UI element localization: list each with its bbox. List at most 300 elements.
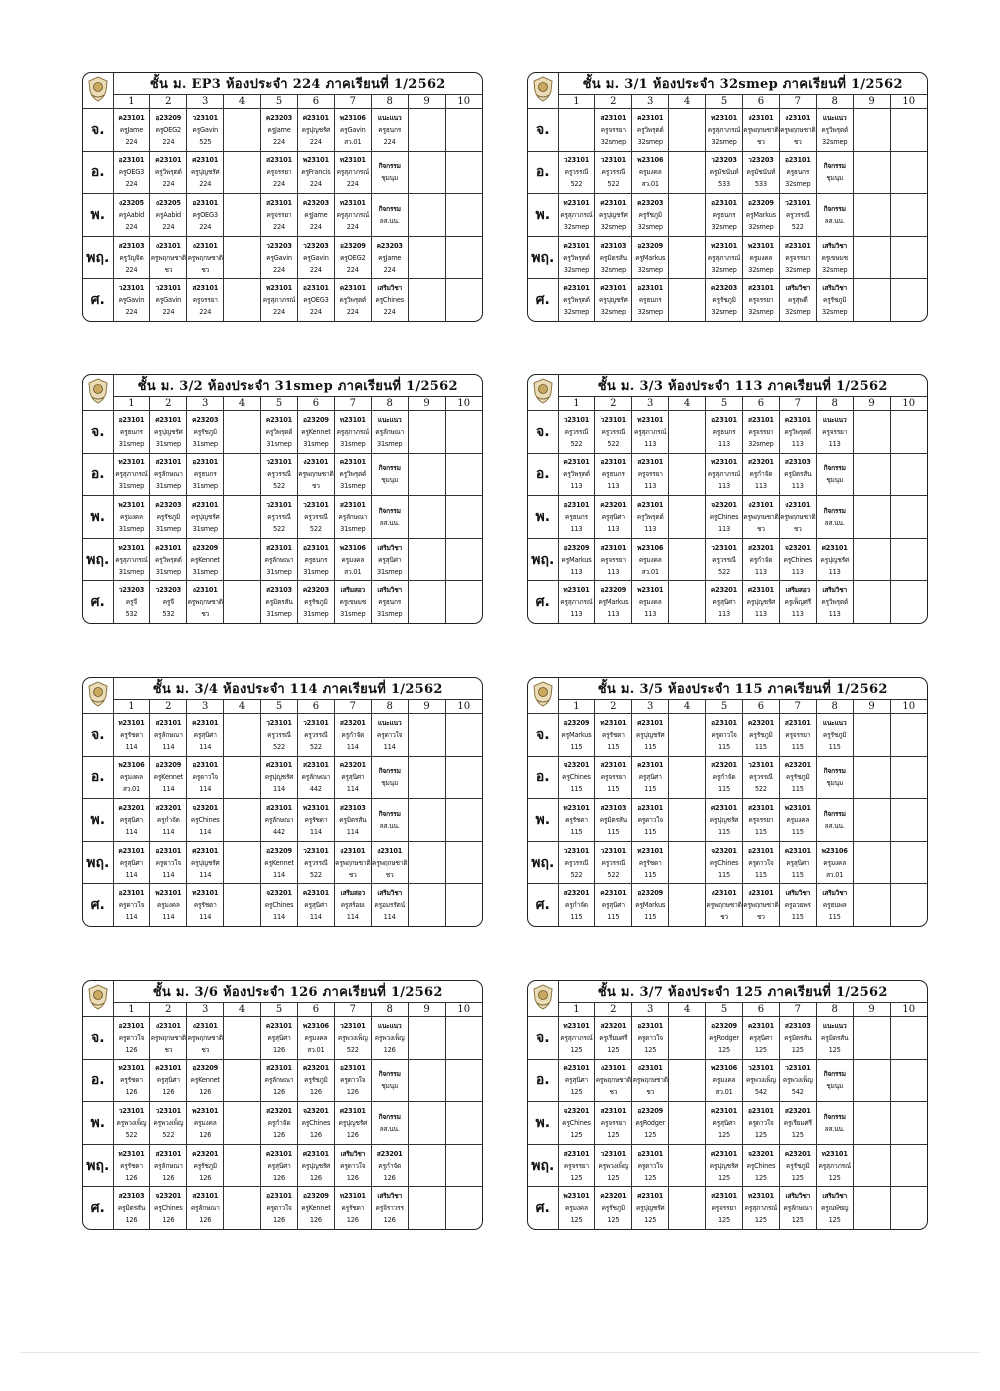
room: 126: [273, 1088, 285, 1097]
day-label: พฤ.: [83, 236, 113, 279]
class-slot: [706, 756, 743, 799]
class-slot: [779, 151, 816, 194]
class-slot: [297, 151, 334, 194]
class-slot: [595, 1059, 632, 1102]
subject-code: ค23201: [339, 761, 366, 770]
day-row: [528, 279, 927, 321]
day-row: [528, 453, 927, 496]
class-slot: [816, 453, 853, 496]
teacher-name: ครูปุญชรัศ: [820, 555, 849, 564]
class-slot: [150, 1059, 187, 1102]
period-header: 9: [408, 397, 445, 411]
subject-code: ว23101: [600, 1149, 627, 1158]
class-slot: [113, 1187, 150, 1229]
school-logo-icon: [528, 678, 558, 714]
empty-slot: [890, 279, 927, 321]
period-header: 6: [297, 397, 334, 411]
room: 224: [125, 265, 138, 274]
subject-code: ง23101: [155, 241, 181, 250]
empty-slot: [890, 411, 927, 454]
teacher-name: ครูพฤกษชาติ: [780, 125, 816, 134]
subject-code: ส23101: [600, 113, 627, 122]
teacher-name: ครูพวงเพ็ญ: [153, 1119, 184, 1128]
teacher-name: ครูวิพรุตต์: [563, 296, 590, 305]
period-header: 3: [187, 95, 224, 109]
teacher-name: ครูจรรยา: [266, 168, 292, 177]
subject-code: จ23201: [155, 1192, 182, 1201]
empty-slot: [853, 279, 890, 321]
teacher-name: ครูวิพรุตต์: [821, 598, 849, 607]
room: 31smep: [192, 525, 218, 534]
subject-code: ง23101: [340, 846, 366, 855]
teacher-name: ครูสุภาภรณ์: [336, 168, 369, 177]
empty-slot: [408, 411, 445, 454]
room: 125: [570, 1173, 583, 1182]
class-slot: [742, 884, 779, 926]
subject-code: เสริมวิชา: [377, 586, 402, 595]
empty-slot: [890, 538, 927, 581]
subject-code: แนะแนว: [822, 718, 847, 727]
day-label: จ.: [83, 1017, 113, 1060]
teacher-name: ครูKennet: [153, 773, 184, 782]
teacher-name: ครูAabid: [118, 211, 145, 220]
room: 115: [828, 742, 841, 751]
teacher-name: ครูสุนิศา: [304, 901, 328, 910]
empty-slot: [445, 581, 482, 623]
day-row: [83, 581, 482, 623]
class-slot: [371, 799, 408, 842]
class-slot: [261, 496, 298, 539]
class-timetable: [527, 374, 928, 624]
subject-code: ส23201: [711, 761, 737, 770]
class-slot: [632, 581, 669, 623]
subject-code: พ23101: [747, 241, 774, 250]
class-slot: [779, 581, 816, 623]
teacher-name: ครูKennet: [190, 1076, 220, 1085]
class-slot: [297, 279, 334, 321]
period-header: 8: [816, 700, 853, 714]
day-label: ศ.: [528, 1187, 558, 1229]
day-label: ศ.: [83, 884, 113, 926]
subject-code: จ23201: [563, 1107, 590, 1116]
day-label: ศ.: [83, 1187, 113, 1229]
teacher-name: ครูวิพรุตต์: [563, 253, 590, 262]
class-slot: [816, 1017, 853, 1060]
day-row: [83, 194, 482, 237]
day-label: อ.: [528, 756, 558, 799]
room: 224: [309, 137, 322, 146]
class-slot: [113, 799, 150, 842]
teacher-name: ครูพฤกษชาติ: [150, 253, 186, 262]
class-slot: [113, 841, 150, 884]
class-slot: [706, 884, 743, 926]
teacher-name: ครูวรรณี: [304, 513, 328, 522]
class-slot: [150, 496, 187, 539]
room: 113: [718, 439, 730, 448]
empty-slot: [224, 151, 261, 194]
subject-code: อ23101: [711, 718, 737, 727]
period-header: 5: [261, 1003, 298, 1017]
class-slot: [816, 1187, 853, 1229]
room: 522: [607, 439, 620, 448]
room: 224: [346, 223, 359, 232]
class-slot: [187, 194, 224, 237]
class-slot: [150, 714, 187, 757]
day-label: พ.: [528, 194, 558, 237]
teacher-name: ครูดาวใจ: [377, 730, 403, 739]
day-label: พฤ.: [528, 1144, 558, 1187]
subject-code: เสริมวิชา: [377, 889, 402, 898]
period-header: 5: [706, 700, 743, 714]
class-slot: [187, 538, 224, 581]
period-header: 7: [334, 95, 371, 109]
room: 31smep: [266, 610, 292, 619]
period-header: 4: [669, 700, 706, 714]
teacher-name: ครูจรรยา: [600, 555, 626, 564]
room: 532: [162, 610, 175, 619]
class-slot: [779, 236, 816, 279]
teacher-name: ครูธนพล: [822, 901, 847, 910]
empty-slot: [853, 1059, 890, 1102]
teacher-name: ครูMarkus: [635, 253, 666, 262]
teacher-name: ครูจรรยา: [822, 427, 848, 436]
subject-code: ท23101: [118, 1149, 145, 1158]
room: 31smep: [192, 482, 218, 491]
subject-code: อ23209: [637, 889, 664, 898]
class-slot: [187, 1144, 224, 1187]
class-slot: [261, 1059, 298, 1102]
room: 114: [273, 870, 285, 879]
teacher-name: ครูสุนิศา: [564, 1076, 589, 1085]
empty-slot: [445, 884, 482, 926]
empty-slot: [669, 1144, 706, 1187]
class-slot: [113, 109, 150, 152]
class-slot: [113, 279, 150, 321]
class-slot: [558, 884, 595, 926]
day-label: อ.: [528, 151, 558, 194]
teacher-name: ครูลักษณา: [153, 730, 183, 739]
subject-code: ส23103: [600, 804, 627, 813]
class-slot: [632, 841, 669, 884]
class-slot: [816, 496, 853, 539]
empty-slot: [853, 1017, 890, 1060]
room: 542: [754, 1088, 767, 1097]
subject-code: ส23103: [339, 804, 366, 813]
class-slot: [334, 1017, 371, 1060]
day-label: อ.: [83, 453, 113, 496]
room: 114: [199, 913, 212, 922]
class-slot: [706, 1017, 743, 1060]
class-timetable: [82, 677, 483, 927]
teacher-name: ครูลักษณา: [783, 1204, 813, 1213]
room: 115: [718, 828, 730, 837]
period-header: 9: [853, 95, 890, 109]
class-slot: [334, 236, 371, 279]
class-slot: [371, 756, 408, 799]
teacher-name: ครูChines: [746, 1161, 776, 1170]
class-slot: [150, 1187, 187, 1229]
teacher-name: ครูมิตรสัน: [599, 253, 627, 262]
teacher-name: ครูสุนิศา: [712, 598, 736, 607]
class-slot: [261, 151, 298, 194]
period-header: 5: [706, 397, 743, 411]
room: 32smep: [748, 223, 774, 232]
subject-code: ว23101: [748, 1064, 774, 1073]
period-header: 9: [853, 1003, 890, 1017]
empty-slot: [408, 756, 445, 799]
class-slot: [113, 714, 150, 757]
empty-slot: [669, 581, 706, 623]
teacher-name: ครูสุภาภรณ์: [115, 555, 148, 564]
room: 113: [791, 610, 804, 619]
class-slot: [742, 194, 779, 237]
teacher-name: ครูพฤกษชาติ: [743, 901, 779, 910]
subject-code: ส23101: [711, 1192, 737, 1201]
empty-slot: [669, 1102, 706, 1145]
class-slot: [558, 581, 595, 623]
subject-code: ท23101: [339, 156, 366, 165]
class-slot: [187, 714, 224, 757]
subject-code: ส23101: [155, 1149, 182, 1158]
teacher-name: ครูสุนิศา: [378, 555, 402, 564]
teacher-name: ครูดาวใจ: [637, 816, 663, 825]
subject-code: ส23201: [600, 1021, 627, 1030]
class-timetable: [82, 72, 483, 322]
day-label: พ.: [83, 194, 113, 237]
class-slot: [595, 1144, 632, 1187]
subject-code: อ23101: [748, 846, 774, 855]
teacher-name: ครูพวงเพ็ญ: [745, 1076, 776, 1085]
day-label: พฤ.: [83, 841, 113, 884]
room: 113: [607, 482, 620, 491]
subject-code: พ23106: [339, 543, 366, 552]
subject-code: อ23209: [563, 718, 590, 727]
room: 224: [199, 180, 212, 189]
subject-code: ว23101: [303, 846, 329, 855]
empty-slot: [853, 453, 890, 496]
period-header: 2: [150, 1003, 187, 1017]
class-slot: [558, 151, 595, 194]
teacher-name: ชุมนุม: [381, 174, 399, 183]
teacher-name: ครูKennet: [301, 1204, 331, 1213]
subject-code: อ23101: [303, 284, 329, 293]
class-slot: [742, 236, 779, 279]
empty-slot: [445, 1017, 482, 1060]
empty-slot: [224, 109, 261, 152]
class-slot: [779, 756, 816, 799]
class-slot: [742, 799, 779, 842]
empty-slot: [890, 714, 927, 757]
room: 115: [644, 785, 657, 794]
room: 115: [607, 742, 620, 751]
period-header: 6: [742, 1003, 779, 1017]
day-label: พ.: [83, 799, 113, 842]
subject-code: ง23101: [192, 1021, 218, 1030]
room: 126: [309, 1131, 322, 1140]
subject-code: ส23103: [600, 241, 627, 250]
empty-slot: [408, 1059, 445, 1102]
subject-code: ง23205: [155, 199, 181, 208]
teacher-name: ครูมงคล: [638, 555, 662, 564]
subject-code: ง23101: [377, 846, 403, 855]
teacher-name: ครูสุภาภรณ์: [744, 1204, 778, 1213]
empty-slot: [853, 581, 890, 623]
class-slot: [261, 1017, 298, 1060]
room: 126: [346, 1216, 359, 1225]
room: 115: [791, 828, 804, 837]
subject-code: เสริมวิชา: [785, 284, 811, 293]
class-slot: [187, 884, 224, 926]
empty-slot: [853, 236, 890, 279]
teacher-name: ครูGavin: [155, 296, 182, 305]
teacher-name: ครูวรรณี: [564, 858, 589, 867]
class-slot: [706, 1059, 743, 1102]
empty-slot: [408, 151, 445, 194]
day-row: [83, 1102, 482, 1145]
period-header: 10: [445, 95, 482, 109]
class-slot: [371, 109, 408, 152]
room: ชว: [720, 913, 728, 922]
day-label: พฤ.: [83, 538, 113, 581]
day-label: จ.: [528, 1017, 558, 1060]
day-row: [528, 714, 927, 757]
room: 31smep: [155, 482, 181, 491]
subject-code: เสริมวิชา: [785, 889, 811, 898]
day-row: [528, 236, 927, 279]
day-row: [528, 1144, 927, 1187]
subject-code: ว23101: [303, 718, 329, 727]
room: 32smep: [711, 308, 737, 317]
room: 125: [570, 1131, 583, 1140]
subject-code: อ23101: [192, 761, 219, 770]
empty-slot: [224, 756, 261, 799]
subject-code: ค23201: [600, 1192, 627, 1201]
teacher-name: ครูลักษณา: [153, 1161, 183, 1170]
teacher-name: ครูรัชภูมิ: [638, 211, 662, 220]
subject-code: ท23101: [118, 718, 145, 727]
class-slot: [334, 453, 371, 496]
class-slot: [297, 581, 334, 623]
empty-slot: [408, 1187, 445, 1229]
room: 125: [644, 1173, 657, 1182]
subject-code: ค23101: [563, 1064, 590, 1073]
empty-slot: [445, 151, 482, 194]
subject-code: พ23101: [784, 804, 811, 813]
period-header: 7: [334, 1003, 371, 1017]
teacher-name: ครูกำจัด: [267, 1119, 291, 1128]
teacher-name: ชุมนุม: [826, 779, 844, 788]
period-header: 9: [853, 397, 890, 411]
teacher-name: ครูวรรณี: [785, 211, 810, 220]
period-header: 4: [224, 700, 261, 714]
class-timetable: [527, 980, 928, 1230]
class-timetable: [527, 72, 928, 322]
teacher-name: ครูGavin: [192, 125, 219, 134]
empty-slot: [669, 496, 706, 539]
empty-slot: [408, 799, 445, 842]
empty-slot: [890, 194, 927, 237]
teacher-name: ครูรัชภูมิ: [749, 730, 773, 739]
empty-slot: [853, 756, 890, 799]
subject-code: เสริมวิชา: [785, 1192, 811, 1201]
day-row: [528, 1017, 927, 1060]
class-slot: [558, 279, 595, 321]
teacher-name: ลส.นน.: [824, 1125, 845, 1134]
room: 114: [309, 913, 322, 922]
subject-code: ว23101: [340, 1021, 366, 1030]
room: 31smep: [118, 525, 145, 534]
empty-slot: [224, 279, 261, 321]
room: 113: [644, 610, 657, 619]
empty-slot: [890, 151, 927, 194]
subject-code: ค23101: [600, 889, 627, 898]
class-slot: [113, 1102, 150, 1145]
subject-code: ว23101: [563, 846, 590, 855]
class-slot: [113, 581, 150, 623]
teacher-name: ครูมงคล: [120, 773, 143, 782]
room: 126: [346, 1173, 359, 1182]
room: 114: [346, 913, 359, 922]
room: ชว: [385, 870, 394, 879]
room: 32smep: [637, 308, 663, 317]
subject-code: ศ23101: [302, 1149, 329, 1158]
room: 126: [162, 1216, 175, 1225]
teacher-name: ครูพวงเพ็ญ: [782, 1076, 813, 1085]
class-slot: [595, 411, 632, 454]
room: 532: [125, 610, 138, 619]
class-slot: [558, 1017, 595, 1060]
subject-code: ศ23101: [600, 284, 627, 293]
subject-code: อ23209: [303, 1192, 329, 1201]
period-header: 8: [816, 1003, 853, 1017]
teacher-name: ลส.นน.: [379, 1125, 400, 1134]
class-slot: [779, 279, 816, 321]
room: สว.01: [307, 1045, 325, 1054]
subject-code: ส23101: [600, 761, 627, 770]
teacher-name: ครูธนกร: [120, 427, 143, 436]
room: 224: [125, 223, 138, 232]
empty-slot: [445, 841, 482, 884]
teacher-name: ครูรัชดา: [193, 901, 217, 910]
subject-code: ส23101: [563, 1149, 590, 1158]
subject-code: ท23101: [265, 284, 293, 293]
class-slot: [371, 151, 408, 194]
teacher-name: ครูสุนิศา: [341, 773, 365, 782]
subject-code: ส23101: [748, 415, 774, 424]
period-header: 7: [334, 397, 371, 411]
room: 224: [162, 308, 175, 317]
room: 115: [791, 785, 804, 794]
class-slot: [334, 1102, 371, 1145]
teacher-name: ครูวิพรุตต์: [339, 470, 367, 479]
school-logo-icon: [83, 981, 113, 1017]
class-slot: [558, 1102, 595, 1145]
period-header: 5: [261, 397, 298, 411]
class-slot: [150, 109, 187, 152]
subject-code: ค23201: [118, 804, 145, 813]
room: 224: [346, 180, 359, 189]
room: 522: [273, 482, 285, 491]
teacher-name: ครูจรรยา: [637, 470, 663, 479]
period-header: 4: [224, 397, 261, 411]
room: 125: [828, 1045, 841, 1054]
teacher-name: ครูกำจัด: [156, 816, 180, 825]
class-slot: [113, 496, 150, 539]
class-slot: [261, 411, 298, 454]
class-slot: [150, 411, 187, 454]
period-header: 6: [742, 95, 779, 109]
period-header: 3: [632, 700, 669, 714]
